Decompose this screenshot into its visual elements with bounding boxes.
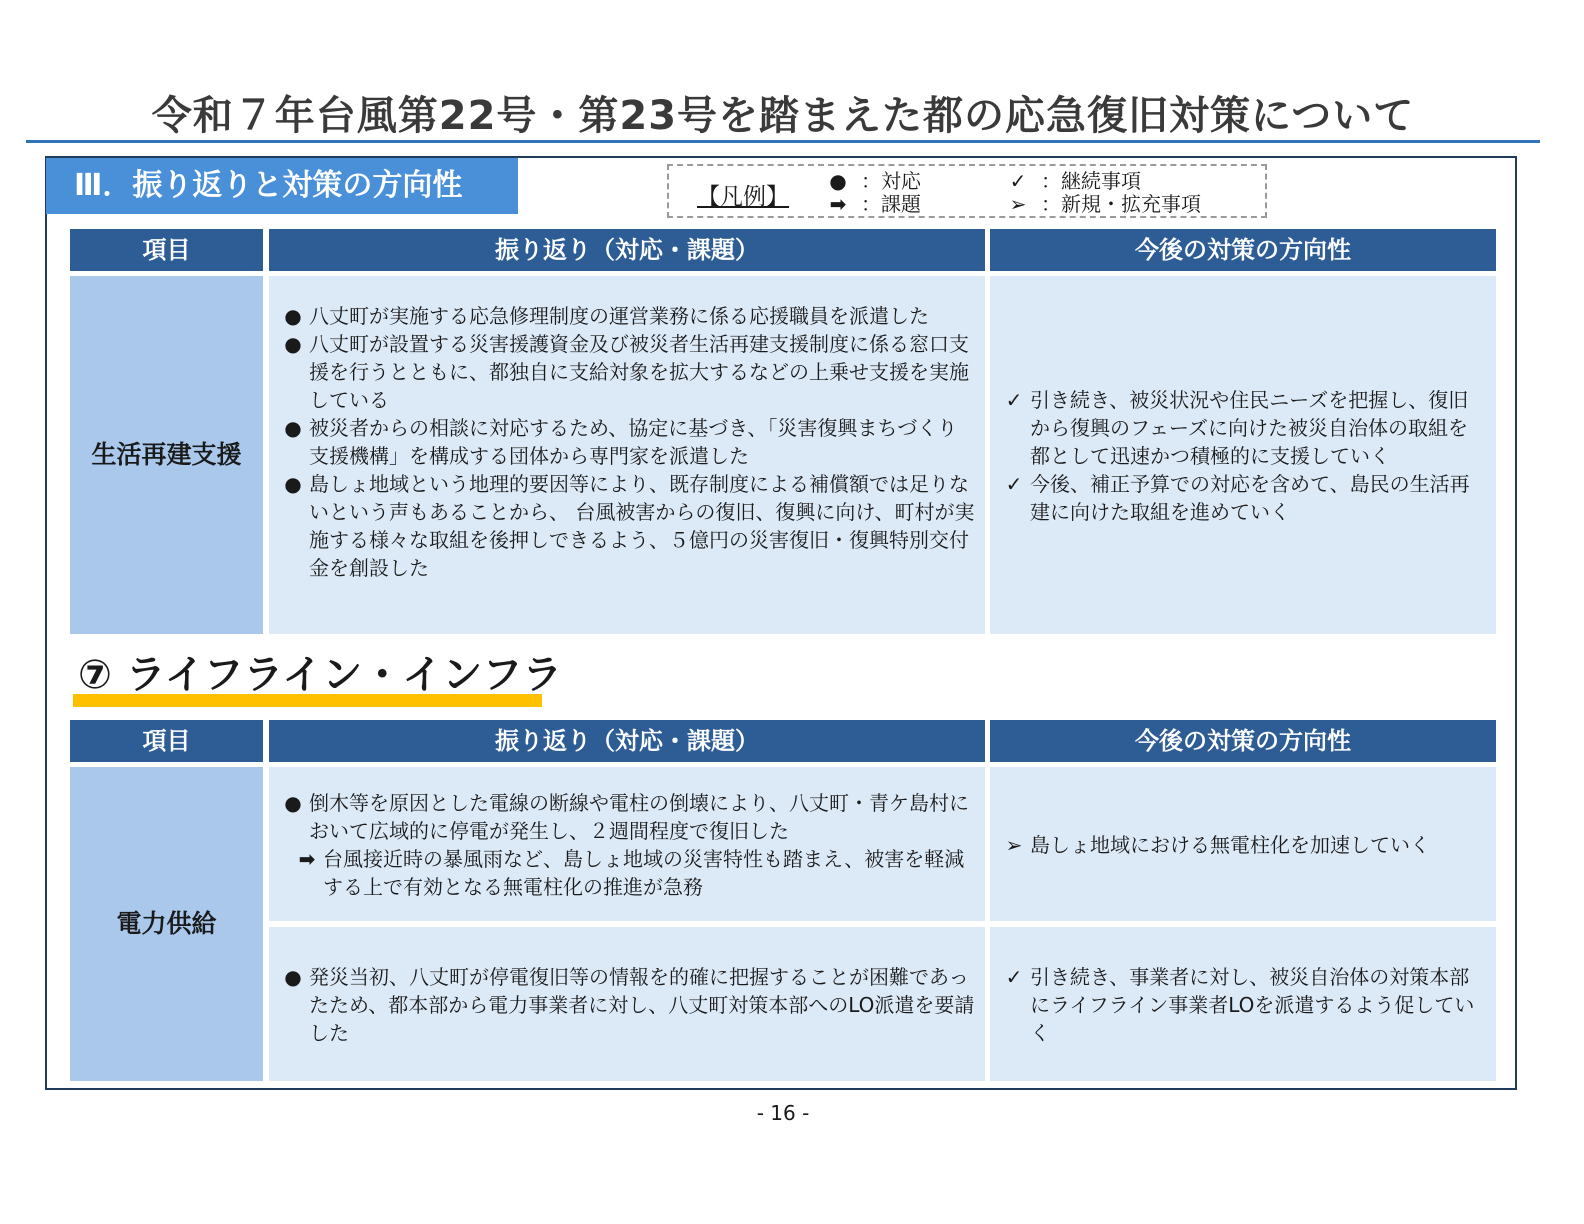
bullet-icon: ● xyxy=(284,332,302,356)
table2-row-label: 電力供給 xyxy=(70,767,263,1081)
table2-row2-future-cell xyxy=(990,927,1496,1081)
bullet-icon: ● xyxy=(284,304,302,328)
section-heading-3: Ⅲ．振り返りと対策の方向性 xyxy=(46,158,518,214)
table1-review-list xyxy=(281,302,975,582)
page-number: - 16 - xyxy=(756,1101,810,1125)
list-item: ✓ 引き続き、被災状況や住民ニーズを把握し、復旧から復興のフェーズに向けた被災自治体の取組を都として迅速かつ積極的に支援していく xyxy=(1002,386,1484,470)
list-item: ● 倒木等を原因とした電線の断線や電柱の倒壊により、八丈町・青ケ島村において広域的に停電が発生し、２週間程度で復旧した xyxy=(281,789,975,845)
table2-row1-future-list xyxy=(1002,831,1484,859)
check-icon: ✓ xyxy=(1009,169,1027,193)
bullet-icon: ● xyxy=(284,965,302,989)
legend-box xyxy=(667,164,1267,218)
arrow-right-icon: ➡ xyxy=(298,847,316,871)
list-item: ● 島しょ地域という地理的要因等により、既存制度による補償額では足りないという声もあることから、 台風被害からの復旧、復興に向け、町村が実施する様々な取組を後押しできるよう、５億円の災害復旧・復興特別交付金を創設した xyxy=(281,470,975,582)
bullet-icon: ● xyxy=(284,472,302,496)
section-heading-7: ⑦ ライフライン・インフラ xyxy=(78,652,563,698)
legend-item-issue: ➡ ：課題 xyxy=(815,193,921,215)
bullet-icon: ● xyxy=(284,416,302,440)
table2-row1-review-cell xyxy=(269,767,985,921)
table1-row-label: 生活再建支援 xyxy=(70,276,263,634)
table1-future-cell xyxy=(990,276,1496,634)
check-icon: ✓ xyxy=(1005,388,1023,412)
legend-title: 【凡例】 xyxy=(697,184,789,210)
table2-row1-review-list xyxy=(281,789,975,901)
table2-header-item: 項目 xyxy=(70,720,263,762)
table1-future-list xyxy=(1002,386,1484,526)
table1-header-item: 項目 xyxy=(70,229,263,271)
bullet-icon: ● xyxy=(284,791,302,815)
legend-item-response: ● ：対応 xyxy=(815,170,921,192)
list-item: ✓ 今後、補正予算での対応を含めて、島民の生活再建に向けた取組を進めていく xyxy=(1002,470,1484,526)
legend-item-continuing: ✓ ：継続事項 xyxy=(995,170,1141,192)
check-icon: ✓ xyxy=(1005,965,1023,989)
table2-row1-future-cell xyxy=(990,767,1496,921)
table1-review-cell xyxy=(269,276,985,634)
table1-header-future: 今後の対策の方向性 xyxy=(990,229,1496,271)
list-item: ● 八丈町が実施する応急修理制度の運営業務に係る応援職員を派遣した xyxy=(281,302,975,330)
list-item: ✓ 引き続き、事業者に対し、被災自治体の対策本部にライフライン事業者LOを派遣するよう促していく xyxy=(1002,963,1484,1047)
list-item: ➢ 島しょ地域における無電柱化を加速していく xyxy=(1002,831,1484,859)
table1-header-review: 振り返り（対応・課題） xyxy=(269,229,985,271)
title-rule xyxy=(26,140,1540,143)
bullet-icon: ● xyxy=(829,169,847,193)
legend-item-new: ➢ ：新規・拡充事項 xyxy=(995,193,1201,215)
arrowhead-icon: ➢ xyxy=(1009,192,1027,216)
list-item: ● 八丈町が設置する災害援護資金及び被災者生活再建支援制度に係る窓口支援を行うとともに、都独自に支給対象を拡大するなどの上乗せ支援を実施している xyxy=(281,330,975,414)
list-item: ● 被災者からの相談に対応するため、協定に基づき、「災害復興まちづくり支援機構」を構成する団体から専門家を派遣した xyxy=(281,414,975,470)
list-item: ● 発災当初、八丈町が停電復旧等の情報を的確に把握することが困難であったため、都本部から電力事業者に対し、八丈町対策本部へのLO派遣を要請した xyxy=(281,963,975,1047)
arrowhead-icon: ➢ xyxy=(1005,833,1023,857)
check-icon: ✓ xyxy=(1005,472,1023,496)
table2-header-future: 今後の対策の方向性 xyxy=(990,720,1496,762)
table2-header-review: 振り返り（対応・課題） xyxy=(269,720,985,762)
table2-row2-future-list xyxy=(1002,963,1484,1047)
table2-row2-review-list xyxy=(281,963,975,1047)
table2-row2-review-cell xyxy=(269,927,985,1081)
arrow-right-icon: ➡ xyxy=(829,192,847,216)
page-title: 令和７年台風第22号・第23号を踏まえた都の応急復旧対策について xyxy=(151,93,1415,139)
list-item: ➡ 台風接近時の暴風雨など、島しょ地域の災害特性も踏まえ、被害を軽減する上で有効となる無電柱化の推進が急務 xyxy=(281,845,975,901)
